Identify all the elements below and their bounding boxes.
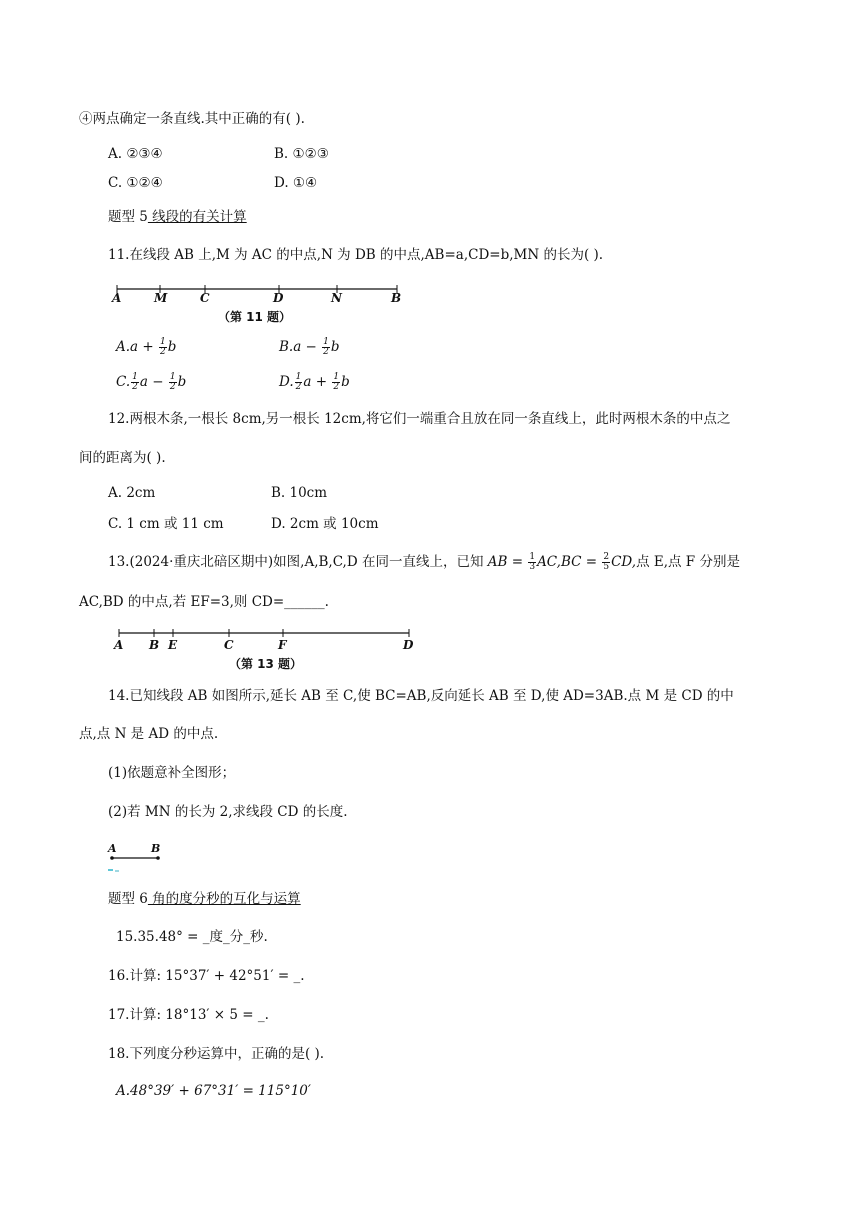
q14-label-b: B: [151, 842, 161, 855]
frac-den: 2: [159, 347, 166, 357]
frac-num: 1: [529, 552, 536, 562]
q13-label-a: A: [114, 638, 124, 652]
q13-eq-ab: AB =: [487, 554, 528, 570]
q11-option-b-var: b: [330, 339, 340, 355]
half-fraction: [295, 373, 303, 392]
q10-option-a: A. ②③④: [108, 146, 163, 162]
frac-num: 1: [295, 372, 302, 382]
frac-den: 5: [603, 562, 610, 572]
q11-option-a-text: A.a +: [116, 339, 158, 355]
q11-option-c: [116, 373, 186, 392]
q13-eq-bc: AC,BC =: [537, 554, 602, 570]
q11-option-b-text: B.a −: [279, 339, 322, 355]
q13-label-b: B: [149, 638, 160, 652]
q11-option-b: [279, 338, 340, 357]
q11-option-d: [279, 373, 350, 392]
q12-option-a: A. 2cm: [108, 485, 156, 501]
section-type6-label: 题型 6: [108, 891, 148, 907]
q11-option-c-mid: a −: [139, 374, 168, 390]
half-fraction: [159, 338, 167, 357]
q12-stem-line1: 12.两根木条,一根长 8cm,另一根长 12cm,将它们一端重合且放在同一条直线上，此时两根木条的中点之: [108, 411, 731, 427]
q10-option-d: D. ①④: [274, 175, 318, 191]
frac-num: 1: [132, 372, 138, 382]
q14-stem-line2: 点,点 N 是 AD 的中点.: [79, 726, 219, 742]
q11-option-c-text: C.: [116, 374, 131, 390]
half-fraction: [169, 373, 177, 392]
q10-option-b: B. ①②③: [274, 146, 329, 162]
q13-label-d: D: [403, 638, 414, 652]
q12-option-b: B. 10cm: [271, 485, 328, 501]
q13-stem-line2: AC,BD 的中点,若 EF=3,则 CD=______.: [79, 594, 329, 610]
section-type6-heading: [108, 890, 301, 908]
scan-mark: [108, 869, 113, 871]
q11-option-d-text: D.: [279, 374, 294, 390]
q11-stem: 11.在线段 AB 上,M 为 AC 的中点,N 为 DB 的中点,AB=a,CD=b,MN 的长为( ).: [108, 247, 604, 263]
q14-stem-line1: 14.已知线段 AB 如图所示,延长 AB 至 C,使 BC=AB,反向延长 AB 至 D,使 AD=3AB.点 M 是 CD 的中: [108, 688, 734, 704]
q14-point-b: [156, 856, 160, 860]
section-type5-label: 题型 5: [108, 209, 148, 225]
q14-label-a: A: [108, 842, 117, 855]
q13-label-e: E: [168, 638, 178, 652]
q11-label-d: D: [273, 291, 284, 305]
fraction-two-fifths: [602, 553, 610, 572]
frac-num: 2: [603, 552, 610, 562]
q12-option-c: C. 1 cm 或 11 cm: [108, 516, 224, 532]
q12-stem-line2: 间的距离为( ).: [79, 450, 166, 466]
q11-label-n: N: [331, 291, 342, 305]
q11-option-a-var: b: [167, 339, 177, 355]
section-type6-title: 角的度分秒的互化与运算: [147, 891, 301, 907]
q13-label-c: C: [224, 638, 234, 652]
q10-stem: ④两点确定一条直线.其中正确的有( ).: [79, 111, 305, 127]
frac-den: 2: [295, 382, 302, 392]
q15: 15.35.48° = _度_分_秒.: [116, 929, 268, 945]
q13-figure-caption: （第 13 题）: [229, 657, 303, 671]
section-type5-title: 线段的有关计算: [147, 209, 247, 225]
q13-stem-line1: [108, 553, 740, 572]
q10-option-c: C. ①②④: [108, 175, 163, 191]
half-fraction: [332, 373, 340, 392]
frac-den: 2: [333, 382, 340, 392]
q13-stem-suffix: 点 E,点 F 分别是: [636, 554, 740, 570]
q11-figure-caption: （第 11 题）: [218, 310, 292, 324]
q11-label-b: B: [391, 291, 402, 305]
q18-option-a: A.48°39′ + 67°31′ = 115°10′: [116, 1083, 311, 1099]
q14-part2: (2)若 MN 的长为 2,求线段 CD 的长度.: [108, 804, 348, 820]
frac-den: 3: [529, 562, 536, 572]
half-fraction: [322, 338, 330, 357]
frac-den: 2: [323, 347, 329, 357]
q11-option-c-var: b: [177, 374, 187, 390]
frac-num: 1: [159, 337, 166, 347]
q14-point-a: [110, 856, 114, 860]
half-fraction: [131, 373, 139, 392]
q11-option-d-var: b: [341, 374, 350, 390]
q11-label-m: M: [154, 291, 168, 305]
frac-num: 1: [323, 337, 329, 347]
fraction-one-third: [528, 553, 536, 572]
q11-option-a: [116, 338, 176, 357]
frac-num: 1: [169, 372, 176, 382]
frac-den: 2: [169, 382, 176, 392]
q13-stem-prefix: 13.(2024·重庆北碚区期中)如图,A,B,C,D 在同一直线上，已知: [108, 554, 488, 570]
q13-label-f: F: [278, 638, 287, 652]
q17: 17.计算: 18°13′ × 5 = _.: [108, 1007, 269, 1023]
frac-den: 2: [132, 382, 138, 392]
q11-label-a: A: [112, 291, 122, 305]
q14-part1: (1)依题意补全图形；: [108, 765, 236, 781]
frac-num: 1: [333, 372, 340, 382]
q12-option-d: D. 2cm 或 10cm: [271, 516, 379, 532]
q11-option-d-mid: a +: [303, 374, 332, 390]
q16: 16.计算: 15°37′ + 42°51′ = _.: [108, 968, 305, 984]
q13-eq-cd: CD,: [611, 554, 637, 570]
scan-mark-2: [115, 870, 119, 872]
q18-stem: 18.下列度分秒运算中，正确的是( ).: [108, 1046, 325, 1062]
q11-label-c: C: [200, 291, 210, 305]
